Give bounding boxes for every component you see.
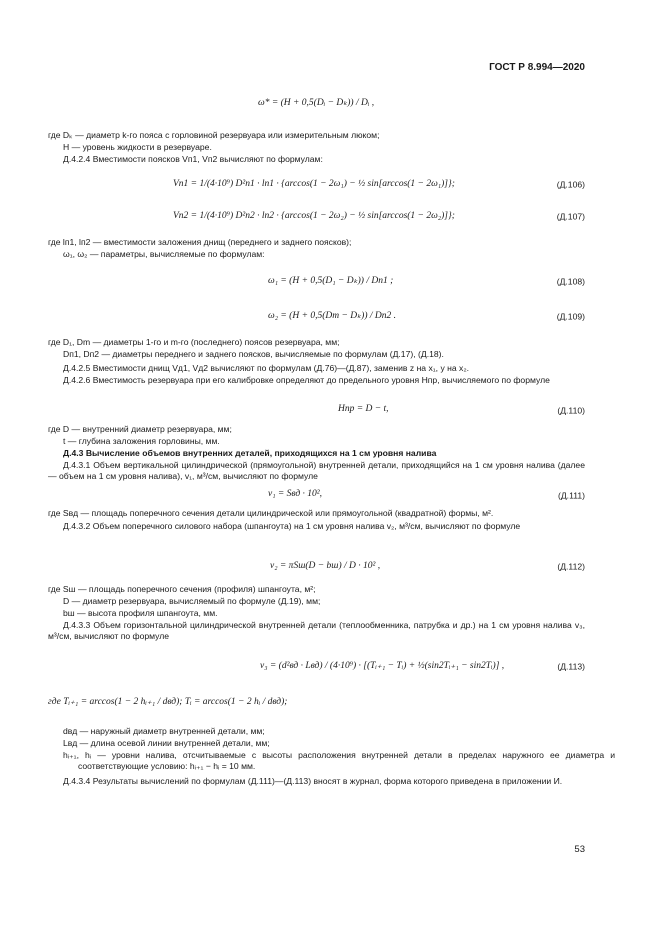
equation-d109: ω₂ = (H + 0,5(Dm − Dₖ)) / Dп2 . (Д.109) bbox=[268, 311, 585, 322]
equation-number: (Д.111) bbox=[558, 490, 585, 501]
para-where-svd: где Sвд — площадь поперечного сечения детали цилиндрической или прямоугольной (квадратной) формы, м². bbox=[48, 508, 494, 518]
para-d4-3-2: Д.4.3.2 Объем поперечного силового набора (шпангоута) на 1 см уровня налива v₂, м³/см, вычисляют по формуле bbox=[63, 521, 521, 531]
para-d4-3-1: Д.4.3.1 Объем вертикальной цилиндрической (прямоугольной) внутренней детали, приходящийся на 1 см уровня налива (далее — объем на 1 см уровня налива), v₁, м³/см, вычисляют по формуле bbox=[48, 460, 585, 482]
equation-number: (Д.106) bbox=[556, 179, 585, 190]
equation-d110: Hпр = D − t, (Д.110) bbox=[338, 404, 585, 416]
para-bsh-height: bш — высота профиля шпангоута, мм. bbox=[63, 608, 218, 618]
para-d4-2-4: Д.4.2.4 Вместимости поясков Vп1, Vп2 вычисляют по формулам: bbox=[63, 154, 323, 164]
equation-d106: Vп1 = 1/(4·10⁹) D²п1 · lп1 · {arccos(1 − 2ω₁) − ½ sin[arccos(1 − 2ω₁)]}; (Д.106) bbox=[173, 179, 585, 190]
equation-number: (Д.110) bbox=[557, 405, 585, 416]
equation-number: (Д.109) bbox=[556, 311, 585, 322]
para-d-diameter: D — диаметр резервуара, вычисляемый по формуле (Д.19), мм; bbox=[63, 596, 321, 606]
para-where-d1-dm: где D₁, Dm — диаметры 1-го и m-го (последнего) поясов резервуара, мм; bbox=[48, 337, 340, 347]
para-where-sh: где Sш — площадь поперечного сечения (профиля) шпангоута, м²; bbox=[48, 584, 316, 594]
para-omega-params: ω₁, ω₂ — параметры, вычисляемые по формулам: bbox=[63, 249, 265, 259]
para-d4-3-4: Д.4.3.4 Результаты вычислений по формулам (Д.111)—(Д.113) вносят в журнал, форма которого приведена в приложении И. bbox=[63, 776, 563, 786]
equation-d111: v₁ = Sвд · 10², (Д.111) bbox=[268, 489, 585, 501]
equation-number: (Д.113) bbox=[557, 661, 585, 672]
page-number: 53 bbox=[574, 844, 585, 855]
para-d4-2-6: Д.4.2.6 Вместимость резервуара при его калибровке определяют до предельного уровня Hпр, вычисляемого по формуле bbox=[63, 375, 550, 385]
para-d4-3-3: Д.4.3.3 Объем горизонтальной цилиндрической внутренней детали (теплообменника, патрубка и др.) на 1 см уровня налива v₃, м³/см, вычисляют по формуле bbox=[48, 620, 585, 642]
para-h-level: H — уровень жидкости в резервуаре. bbox=[63, 142, 212, 152]
para-t-depth: t — глубина заложения горловины, мм. bbox=[63, 436, 220, 446]
para-where-d: где D — внутренний диаметр резервуара, мм; bbox=[48, 424, 232, 434]
equation-omega-star: ω* = (H + 0,5(Dᵢ − Dₖ)) / Dᵢ , bbox=[258, 98, 375, 108]
equation-number: (Д.108) bbox=[556, 276, 585, 287]
para-where-ln: где lп1, lп2 — вместимости заложения днищ (переднего и заднего поясков); bbox=[48, 237, 352, 247]
para-where-dk: где Dₖ — диаметр k-го пояса с горловиной резервуара или измерительным люком; bbox=[48, 130, 380, 140]
equation-d113: v₃ = (d²вд · Lвд) / (4·10⁹) · [(Tᵢ₊₁ − Tᵢ) + ½(sin2Tᵢ₊₁ − sin2Tᵢ)] , (Д.113) bbox=[260, 661, 585, 672]
para-dvd: dвд — наружный диаметр внутренней детали, мм; bbox=[63, 726, 265, 736]
standard-header: ГОСТ Р 8.994—2020 bbox=[489, 62, 585, 73]
para-lvd: Lвд — длина осевой линии внутренней детали, мм; bbox=[63, 738, 270, 748]
equation-number: (Д.107) bbox=[556, 211, 585, 222]
equation-d107: Vп2 = 1/(4·10⁹) D²п2 · lп2 · {arccos(1 − 2ω₂) − ½ sin[arccos(1 − 2ω₂)]}; (Д.107) bbox=[173, 211, 585, 222]
equation-number: (Д.112) bbox=[557, 561, 585, 572]
para-hi-levels: hᵢ₊₁, hᵢ — уровни налива, отсчитываемые с высоты расположения внутренней детали в пределах наружного ее диаметра и соответствующие условию: hᵢ₊₁ − hᵢ = 10 мм. bbox=[63, 750, 615, 772]
para-d4-2-5: Д.4.2.5 Вместимости днищ Vд1, Vд2 вычисляют по формулам (Д.76)—(Д.87), заменив z на x₁, y на x₂. bbox=[63, 363, 470, 373]
equation-d112: v₂ = πSш(D − bш) / D · 10² , (Д.112) bbox=[270, 561, 585, 572]
section-heading-d4-3: Д.4.3 Вычисление объемов внутренних деталей, приходящихся на 1 см уровня налива bbox=[63, 448, 437, 458]
equation-d108: ω₁ = (H + 0,5(D₁ − Dₖ)) / Dп1 ; (Д.108) bbox=[268, 276, 585, 287]
equation-t-definitions: где Tᵢ₊₁ = arccos(1 − 2 hᵢ₊₁ / dвд); Tᵢ = arccos(1 − 2 hᵢ / dвд); bbox=[48, 697, 288, 707]
para-dp1-dp2: Dп1, Dп2 — диаметры переднего и заднего поясков, вычисляемые по формулам (Д.17), (Д.18). bbox=[63, 349, 444, 359]
